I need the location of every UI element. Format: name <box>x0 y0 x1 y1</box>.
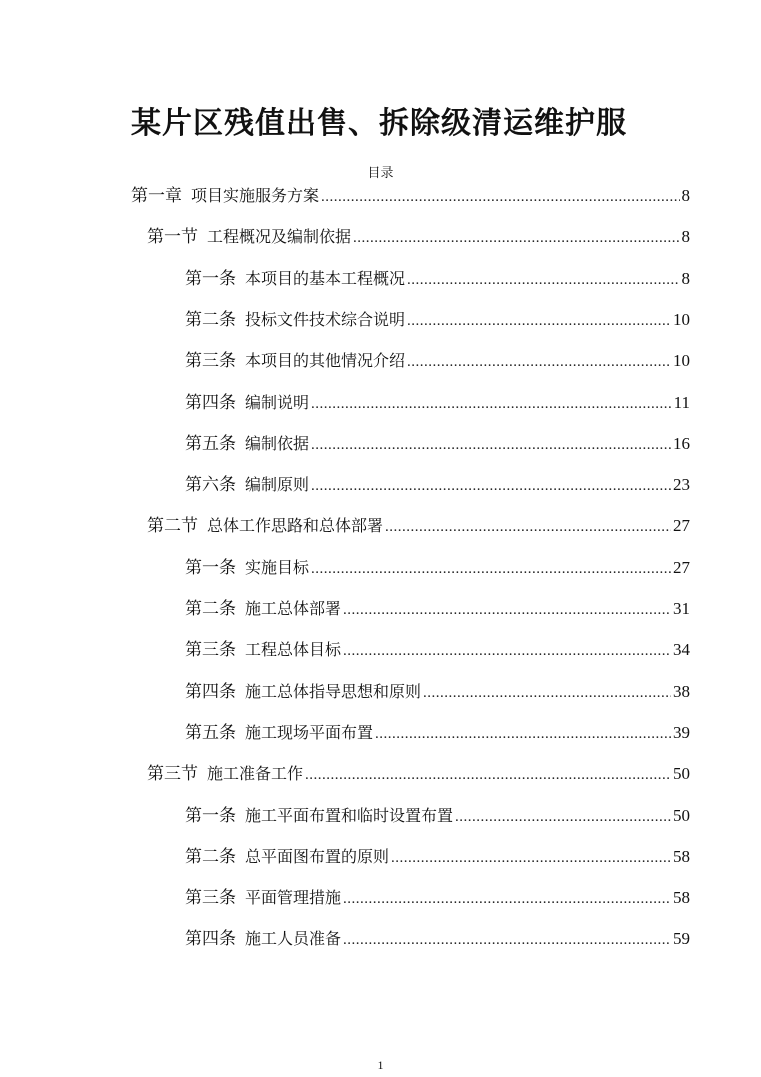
toc-entry[interactable] <box>185 305 690 329</box>
toc-entry-number: 第四条 <box>185 929 236 948</box>
toc-entry-title: 施工总体指导思想和原则 <box>245 682 422 701</box>
toc-entry-page: 58 <box>673 888 690 907</box>
toc-entry-title: 工程总体目标 <box>245 640 342 659</box>
toc-entry-page: 16 <box>673 434 690 453</box>
toc-entry[interactable] <box>185 801 690 825</box>
toc-entry-title: 施工准备工作 <box>207 764 304 783</box>
toc-entry-page: 50 <box>673 764 690 783</box>
toc-entry-number: 第二节 <box>147 516 198 535</box>
toc-entry-page: 11 <box>673 393 690 412</box>
toc-entry-number: 第二条 <box>185 310 236 329</box>
toc-entry[interactable] <box>185 553 690 577</box>
toc-entry-number: 第五条 <box>185 434 236 453</box>
toc-entry-number: 第三节 <box>147 764 198 783</box>
toc-dot-leader <box>343 602 671 619</box>
toc-dot-leader <box>343 891 671 908</box>
toc-dot-leader <box>407 313 671 330</box>
toc-entry-page: 39 <box>673 723 690 742</box>
document-title: 某片区残值出售、拆除级清运维护服 <box>131 106 627 141</box>
toc-entry[interactable] <box>185 842 690 866</box>
toc-entry-page: 27 <box>673 516 690 535</box>
toc-dot-leader <box>311 437 671 454</box>
toc-entry-number: 第一条 <box>185 806 236 825</box>
toc-entry-number: 第二条 <box>185 599 236 618</box>
toc-entry-number: 第一节 <box>147 227 198 246</box>
toc-entry-page: 8 <box>681 227 690 246</box>
toc-entry-page: 8 <box>681 269 690 288</box>
toc-entry[interactable] <box>147 511 690 535</box>
toc-dot-leader <box>311 478 671 495</box>
toc-entry-number: 第四条 <box>185 682 236 701</box>
toc-entry-number: 第四条 <box>185 393 236 412</box>
toc-entry-page: 50 <box>673 806 690 825</box>
toc-entry[interactable] <box>185 264 690 288</box>
toc-entry-title: 实施目标 <box>245 558 310 577</box>
toc-entry[interactable] <box>185 470 690 494</box>
toc-dot-leader <box>311 561 671 578</box>
toc-entry-title: 编制依据 <box>245 434 310 453</box>
toc-dot-leader <box>321 189 679 206</box>
toc-entry[interactable] <box>185 718 690 742</box>
toc-entry-title: 施工现场平面布置 <box>245 723 374 742</box>
toc-entry[interactable] <box>185 429 690 453</box>
toc-dot-leader <box>311 396 672 413</box>
toc-entry-page: 23 <box>673 475 690 494</box>
toc-entry-page: 31 <box>673 599 690 618</box>
toc-dot-leader <box>305 767 671 784</box>
toc-entry-title: 项目实施服务方案 <box>191 186 320 205</box>
toc-entry-page: 10 <box>673 310 690 329</box>
toc-entry-title: 施工人员准备 <box>245 929 342 948</box>
toc-entry-title: 本项目的基本工程概况 <box>245 269 406 288</box>
toc-entry-page: 59 <box>673 929 690 948</box>
toc-entry-number: 第二条 <box>185 847 236 866</box>
toc-entry[interactable] <box>185 677 690 701</box>
toc-entry-page: 58 <box>673 847 690 866</box>
toc-dot-leader <box>375 726 671 743</box>
toc-dot-leader <box>385 519 671 536</box>
toc-entry[interactable] <box>185 594 690 618</box>
toc-entry-number: 第三条 <box>185 640 236 659</box>
toc-entry-title: 施工总体部署 <box>245 599 342 618</box>
toc-entry[interactable] <box>147 759 690 783</box>
toc-entry[interactable] <box>147 222 690 246</box>
toc-entry-page: 38 <box>673 682 690 701</box>
toc-dot-leader <box>455 809 671 826</box>
toc-entry-number: 第六条 <box>185 475 236 494</box>
toc-entry[interactable] <box>185 924 690 948</box>
toc-entry-number: 第五条 <box>185 723 236 742</box>
toc-entry-title: 投标文件技术综合说明 <box>245 310 406 329</box>
toc-entry-page: 34 <box>673 640 690 659</box>
toc-entry-title: 施工平面布置和临时设置布置 <box>245 806 454 825</box>
toc-dot-leader <box>391 850 671 867</box>
page-number: 1 <box>377 1058 384 1072</box>
toc-entry-number: 第一条 <box>185 558 236 577</box>
toc-entry-number: 第一条 <box>185 269 236 288</box>
toc-entry-page: 27 <box>673 558 690 577</box>
toc-entry-page: 8 <box>681 186 690 205</box>
toc-entry-number: 第三条 <box>185 351 236 370</box>
toc-entry-title: 总体工作思路和总体部署 <box>207 516 384 535</box>
toc-entry-title: 编制说明 <box>245 393 310 412</box>
toc-entry[interactable] <box>185 346 690 370</box>
toc-entry-page: 10 <box>673 351 690 370</box>
toc-dot-leader <box>343 643 671 660</box>
toc-entry[interactable] <box>185 883 690 907</box>
toc-dot-leader <box>423 685 671 702</box>
toc-entry-title: 总平面图布置的原则 <box>245 847 390 866</box>
toc-entry[interactable] <box>131 181 690 205</box>
toc-dot-leader <box>353 230 679 247</box>
toc-dot-leader <box>407 354 671 371</box>
toc-dot-leader <box>407 272 679 289</box>
toc-entry-title: 本项目的其他情况介绍 <box>245 351 406 370</box>
toc-entry-number: 第三条 <box>185 888 236 907</box>
toc-dot-leader <box>343 932 671 949</box>
toc-entry[interactable] <box>185 635 690 659</box>
toc-entry-title: 工程概况及编制依据 <box>207 227 352 246</box>
toc-entry-title: 编制原则 <box>245 475 310 494</box>
toc-entry[interactable] <box>185 388 690 412</box>
toc-entry-title: 平面管理措施 <box>245 888 342 907</box>
toc-heading: 目录 <box>367 166 394 181</box>
toc-entry-number: 第一章 <box>131 186 182 205</box>
